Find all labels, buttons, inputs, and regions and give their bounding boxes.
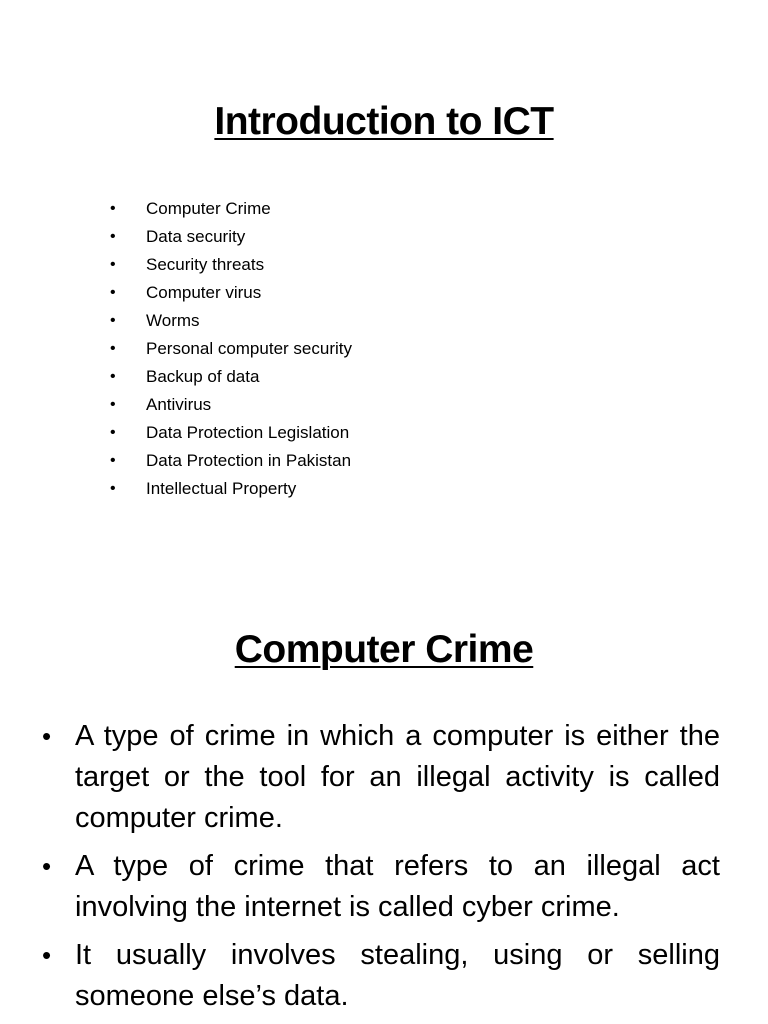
list-item (110, 336, 352, 364)
list-item-text: Data security (146, 227, 246, 246)
list-item (110, 476, 352, 504)
bullet-icon: • (42, 851, 52, 881)
list-item-text: Personal computer security (146, 339, 352, 358)
bullet-icon: • (110, 200, 116, 217)
bullet-icon: • (110, 424, 116, 441)
slide-title: Computer Crime (234, 628, 534, 671)
list-item (110, 224, 352, 252)
list-item (42, 935, 720, 1017)
list-item (42, 846, 720, 928)
bullet-list (42, 716, 720, 1024)
bullet-icon: • (110, 228, 116, 245)
list-item-text: Antivirus (146, 395, 212, 414)
topic-list (110, 196, 352, 504)
list-item (110, 280, 352, 308)
bullet-icon: • (110, 452, 116, 469)
slide-title: Introduction to ICT (214, 100, 554, 143)
list-item-text: Security threats (146, 255, 265, 274)
list-item-text: Data Protection in Pakistan (146, 451, 352, 470)
list-item (110, 448, 352, 476)
bullet-icon: • (110, 340, 116, 357)
bullet-icon: • (110, 284, 116, 301)
bullet-icon: • (110, 312, 116, 329)
bullet-icon: • (42, 721, 52, 751)
list-item-text: It usually involves stealing, using or selling someone else’s data. (75, 939, 720, 1012)
list-item-text: Computer virus (146, 283, 262, 302)
bullet-icon: • (42, 940, 52, 970)
list-item (110, 364, 352, 392)
bullet-icon: • (110, 256, 116, 273)
list-item-text: A type of crime in which a computer is either the target or the tool for an illegal activity is called computer crime. (75, 720, 720, 834)
list-item-text: Data Protection Legislation (146, 423, 350, 442)
slide-computer-crime (0, 560, 768, 1024)
bullet-icon: • (110, 368, 116, 385)
bullet-icon: • (110, 396, 116, 413)
list-item-text: Worms (146, 311, 200, 330)
list-item-text: A type of crime that refers to an illegal act involving the internet is called cyber crime. (75, 850, 720, 923)
list-item-text: Intellectual Property (146, 479, 297, 498)
list-item (42, 716, 720, 839)
list-item (110, 252, 352, 280)
bullet-icon: • (110, 480, 116, 497)
list-item (110, 392, 352, 420)
list-item-text: Backup of data (146, 367, 260, 386)
list-item-text: Computer Crime (146, 199, 271, 218)
list-item (110, 196, 352, 224)
list-item (110, 420, 352, 448)
list-item (110, 308, 352, 336)
